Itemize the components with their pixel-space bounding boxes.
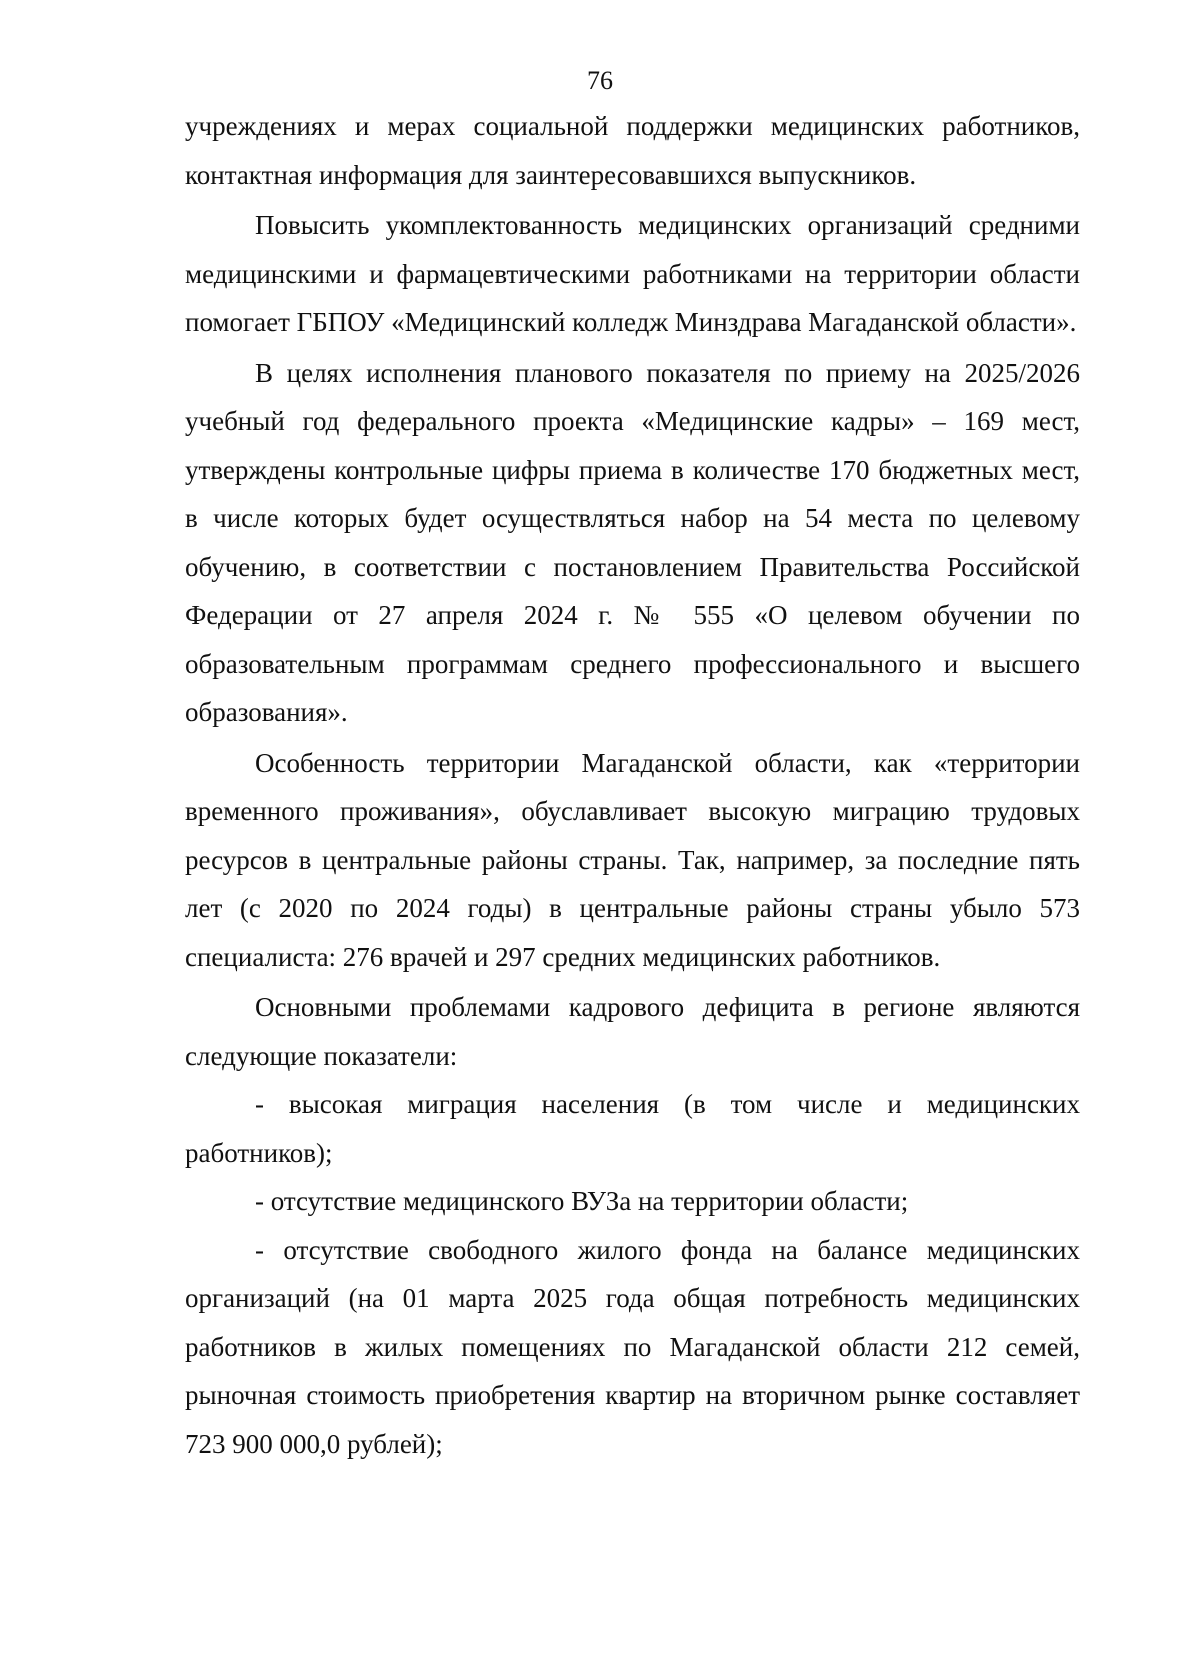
paragraph-college: Повысить укомплектованность медицинских организаций средними медицинскими и фармацевтическими работниками на территории области помогает ГБПОУ «Медицинский колледж Минздрава Магаданской области». (185, 210, 1080, 337)
page-number: 76 (587, 66, 613, 95)
list-item-migration: - высокая миграция населения (в том числе и медицинских работников); (185, 1089, 1080, 1168)
paragraph-problems-intro: Основными проблемами кадрового дефицита в регионе являются следующие показатели: (185, 992, 1080, 1071)
paragraph-migration: Особенность территории Магаданской области, как «территории временного проживания», обуславливает высокую миграцию трудовых ресурсов в центральные районы страны. Так, например, за последние пять лет (с 2020 по 2024 годы) в центральные районы страны убыло 573 специалиста: 276 врачей и 297 средних медицинских работников. (185, 747, 1080, 972)
document-body (185, 102, 1080, 1468)
paragraph-continuation: учреждениях и мерах социальной поддержки медицинских работников, контактная информация для заинтересовавшихся выпускников. (185, 111, 1080, 190)
paragraph-admission-targets: В целях исполнения планового показателя по приему на 2025/2026 учебный год федерального проекта «Медицинские кадры» – 169 мест, утверждены контрольные цифры приема в количестве 170 бюджетных мест, в числе которых будет осуществляться набор на 54 места по целевому обучению, в соответствии с постановлением Правительства Российской Федерации от 27 апреля 2024 г. № 555 «О целевом обучении по образовательным программам среднего профессионального и высшего образования». (185, 357, 1080, 727)
list-item-no-university: - отсутствие медицинского ВУЗа на территории области; (255, 1186, 909, 1216)
list-item-housing: - отсутствие свободного жилого фонда на балансе медицинских организаций (на 01 марта 2025 года общая потребность медицинских работников в жилых помещениях по Магаданской области 212 семей, рыночная стоимость приобретения квартир на вторичном рынке составляет 723 900 000,0 рублей); (185, 1234, 1080, 1459)
